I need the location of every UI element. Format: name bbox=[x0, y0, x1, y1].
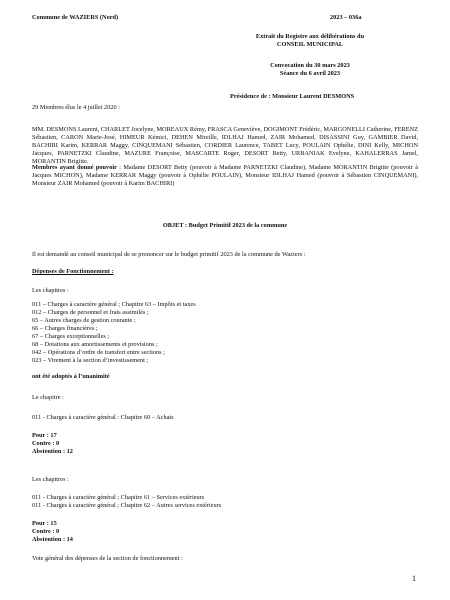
chapitre-label: Le chapitre : bbox=[32, 394, 64, 401]
convocation-date: Convocation du 30 mars 2023 bbox=[270, 62, 350, 69]
section-title: Dépenses de Fonctionnement : bbox=[32, 268, 114, 275]
chapitres-label-2: Les chapitres : bbox=[32, 476, 69, 483]
chapitre-item: 68 – Dotations aux amortissements et provisions ; bbox=[32, 341, 158, 348]
extract-line-2: CONSEIL MUNICIPAL bbox=[276, 41, 344, 48]
chapitre-item: 67 – Charges exceptionnelles ; bbox=[32, 333, 110, 340]
chapitre-item: 011 – Charges à caractère général ; Chapitre 63 – Impôts et taxes bbox=[32, 301, 196, 308]
vote2-contre: Contre : 0 bbox=[32, 528, 60, 535]
vote-general: Vote général des dépenses de la section de fonctionnement : bbox=[32, 555, 183, 562]
vote1-abstention: Abstention : 12 bbox=[32, 448, 73, 455]
members-intro: 29 Membres élus le 4 juillet 2020 : bbox=[32, 104, 120, 111]
vote1-contre: Contre : 0 bbox=[32, 440, 60, 447]
vote1-pour: Pour : 17 bbox=[32, 432, 57, 439]
pouvoir-label: Membres ayant donné pouvoir bbox=[32, 164, 117, 171]
body-intro: Il est demandé au conseil municipal de se prononcer sur le budget primitif 2023 de la commune de Waziers : bbox=[32, 251, 306, 258]
pouvoir-paragraph bbox=[32, 164, 418, 188]
objet-title: OBJET : Budget Primitif 2023 de la commune bbox=[162, 222, 288, 229]
extract-line-1: Extrait du Registre aux délibérations du bbox=[255, 33, 365, 40]
pouvoir-text: : Madame DESORT Betty (pouvoir à Madame PARNETZKI Claudine), Madame MORANTIN Brigitte (pouvoir à Jacques MICHON), Madame KERRAR Maggy (pouvoir à Ophélie POULAIN), Monsieur IDLHAJ Hamed (pouvoir à Sébastien CINQUEMANI), Monsieur ZAIR Mohamed (pouvoir à Karim BACHIRI) bbox=[32, 164, 418, 187]
chapitre-item: 042 – Opérations d’ordre de transfert entre sections ; bbox=[32, 349, 165, 356]
vote2-abstention: Abstention : 14 bbox=[32, 536, 73, 543]
page-number: 1 bbox=[412, 574, 416, 583]
commune-name: Commune de WAZIERS (Nord) bbox=[32, 14, 119, 21]
chapitres-label: Les chapitres : bbox=[32, 287, 69, 294]
chapitre-60: 011 - Charges à caractère général : Chapitre 60 – Achats bbox=[32, 414, 174, 421]
chapitre-item: 012 – Charges de personnel et frais assimilés ; bbox=[32, 309, 149, 316]
chapitre-item: 65 – Autres charges de gestion courante ; bbox=[32, 317, 136, 324]
presidence: Présidence de : Monsieur Laurent DESMONS bbox=[230, 93, 355, 100]
members-list: MM. DESMONS Laurent, CHARLET Jocelyne, MOREAUX Rémy, FRASCA Geneviève, DOGIMONT Frédéric, MARGONELLI Catherine, FERENZ Sébastien, CARON Marie-José, HIMEUR Kémici, DEHEN Mireille, IDLHAJ Hamed, ZAIR Mohamed, DISASSINI Guy, GAMBIER David, BACHIRI Karim, KERRAR Maggy, CINQUEMANI Sébastien, CORDIER Laurence, TABET Lucy, POULAIN Ophélie, DINI Kelly, MICHON Jacques, PARNETZKI Claudine, MAZURE Françoise, MASCARTE Roger, DESORT Betty, URBANIAK Evelyne, KAHALERRAS Jamel, MORANTIN Brigitte. bbox=[32, 126, 418, 165]
chapitre-item: 023 – Virement à la section d’investissement ; bbox=[32, 357, 149, 364]
adopted-unanimity: ont été adoptés à l’unanimité bbox=[32, 373, 110, 380]
vote2-pour: Pour : 15 bbox=[32, 520, 57, 527]
chapitre-item: 66 – Charges financières ; bbox=[32, 325, 98, 332]
chapitre-62: 011 - Charges à caractère général ; Chapitre 62 – Autres services extérieurs bbox=[32, 502, 222, 509]
chapitre-61: 011 - Charges à caractère général ; Chapitre 61 – Services extérieurs bbox=[32, 494, 205, 501]
seance-date: Séance du 6 avril 2023 bbox=[279, 70, 341, 77]
deliberation-ref: 2023 – 036a bbox=[330, 14, 362, 21]
